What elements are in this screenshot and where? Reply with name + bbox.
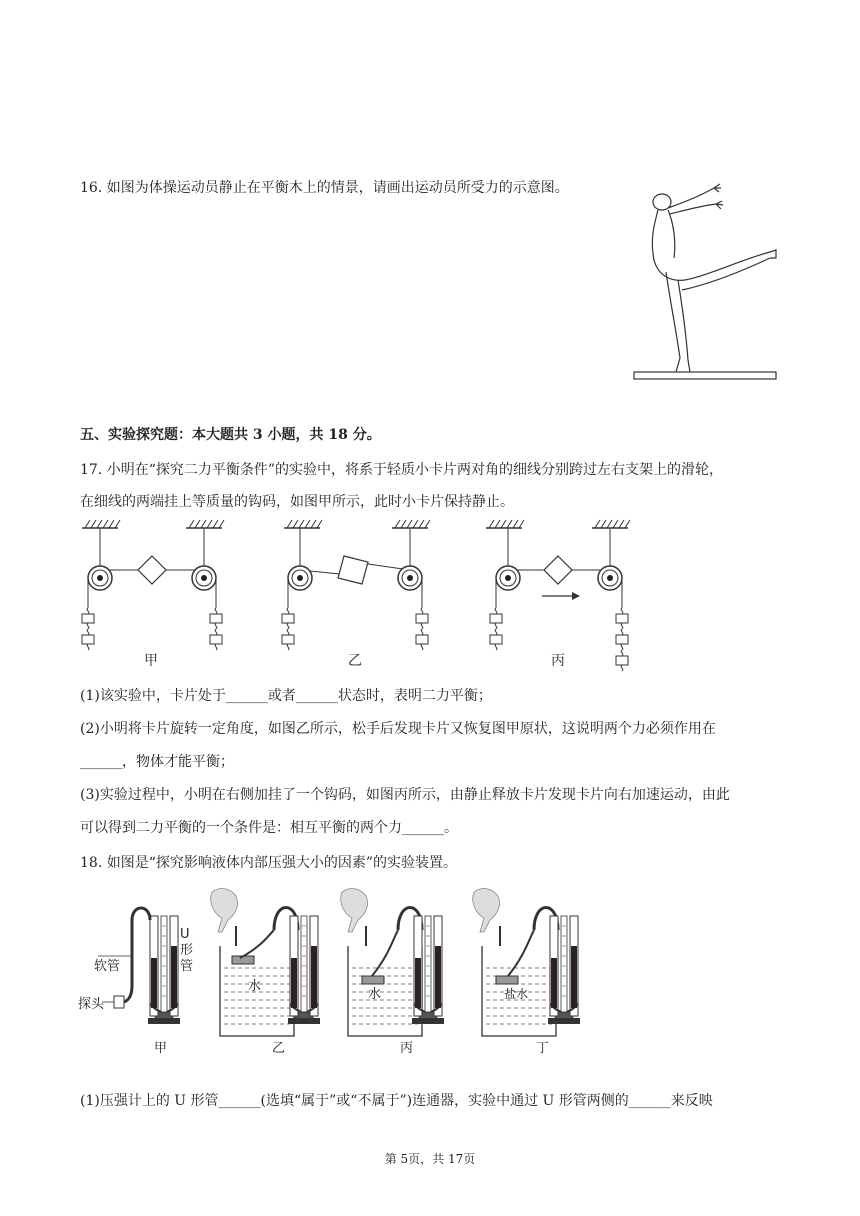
apparatus-bing (341, 889, 444, 1036)
label-water-c: 水 (368, 987, 382, 1002)
label-guan: 管 (180, 959, 194, 974)
q17-sub3-line2: 可以得到二力平衡的一个条件是：相互平衡的两个力______。 (80, 820, 458, 836)
figure-yi (282, 520, 430, 650)
label-water-b: 水 (248, 979, 262, 994)
apparatus-ding (473, 889, 580, 1036)
pressure-apparatus-figure (72, 886, 602, 1054)
label-probe: 探头 (78, 997, 105, 1012)
figure-bing (486, 520, 630, 671)
figure-label-yi: 乙 (348, 653, 362, 669)
figure-label-jia: 甲 (144, 653, 158, 669)
figure-label-ding-18: 丁 (536, 1041, 550, 1054)
q17-line2: 在细线的两端挂上等质量的钩码，如图甲所示，此时小卡片保持静止。 (80, 494, 514, 510)
figure-label-jia-18: 甲 (154, 1041, 168, 1054)
section-heading: 五、实验探究题：本大题共 3 小题，共 18 分。 (80, 427, 381, 443)
q17-sub2-line2: ______，物体才能平衡； (80, 754, 234, 770)
q17-line1: 17. 小明在“探究二力平衡条件”的实验中，将系于轻质小卡片两对角的细线分别跨过左右支架上的滑轮， (80, 462, 724, 478)
q18-line1: 18. 如图是“探究影响液体内部压强大小的因素”的实验装置。 (80, 855, 458, 871)
figure-label-yi-18: 乙 (272, 1041, 286, 1054)
q18-sub1: (1)压强计上的 U 形管______(选填“属于”或“不属于”)连通器，实验中通过 U 形管两侧的______来反映 (80, 1093, 713, 1109)
figure-label-bing: 丙 (551, 653, 565, 669)
label-u: U (180, 927, 190, 942)
figure-jia (82, 520, 224, 650)
balance-beam (634, 372, 776, 379)
label-salt-water: 盐水 (504, 987, 529, 1001)
pulley-experiment-figure (72, 518, 652, 672)
label-hose: 软管 (94, 959, 121, 974)
page-footer: 第 5页，共 17页 (384, 1152, 476, 1166)
q17-sub3-line1: (3)实验过程中，小明在右侧加挂了一个钩码，如图丙所示，由静止释放卡片发现卡片向右加速运动，由此 (80, 787, 730, 803)
apparatus-yi (211, 889, 320, 1036)
figure-label-bing-18: 丙 (400, 1041, 414, 1054)
q17-sub1: (1)该实验中，卡片处于______或者______状态时，表明二力平衡； (80, 688, 492, 704)
q16-text: 16. 如图为体操运动员静止在平衡木上的情景，请画出运动员所受力的示意图。 (80, 180, 569, 196)
gymnast-figure (630, 180, 780, 382)
label-xing: 形 (180, 943, 194, 958)
q17-sub2-line1: (2)小明将卡片旋转一定角度，如图乙所示，松手后发现卡片又恢复图甲原状，这说明两个力必须作用在 (80, 721, 716, 737)
